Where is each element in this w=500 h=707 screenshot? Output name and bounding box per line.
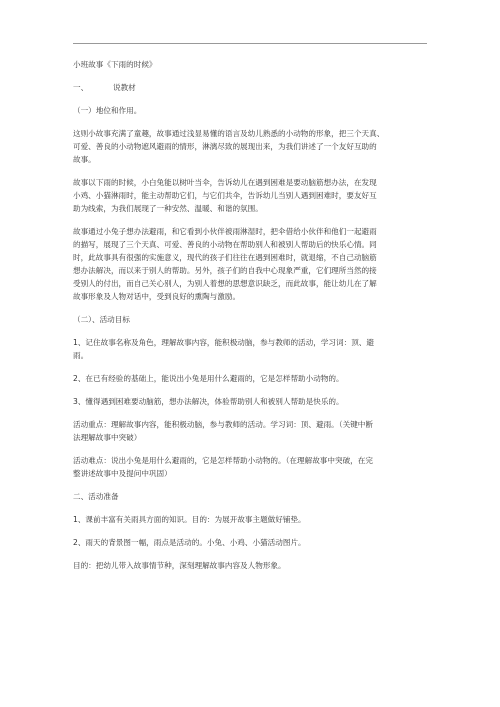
section-heading-preparation: 二、活动准备: [73, 492, 119, 501]
goal-item-1: [73, 336, 431, 362]
paragraph-line: 整讲述故事中及提问中巩固）: [73, 469, 172, 478]
document-title: 小班故事《下雨的时候》: [73, 60, 157, 69]
paragraph-line: 活动重点：理解故事内容，能积极动脑，参与教师的活动。学习词：顶、避雨。（关键中断: [73, 420, 373, 429]
section-heading-teaching-material: [73, 81, 431, 94]
paragraph-line: 故事通过小兔子想办法避雨，和它看到小伙伴被雨淋湿时，把伞借给小伙伴和他们一起避雨: [73, 227, 377, 236]
header-rule: [73, 43, 427, 44]
activity-key-point: [73, 418, 431, 444]
prep-item-2: 2、雨天的背景图一幅，雨点是活动的。小兔、小鸡、小猫活动图片。: [73, 538, 306, 547]
paragraph-intro: [73, 127, 431, 166]
section-label: 说教材: [113, 83, 136, 92]
paragraph-story-thread: [73, 176, 431, 215]
paragraph-line: 想办法解决，而以来于别人的帮助。另外，孩子们的自我中心现象严重，它们理所当然的接: [73, 266, 377, 275]
paragraph-line: 活动难点：说出小兔是用什么避雨的，它是怎样帮助小动物的。（在理解故事中突破，在完: [73, 456, 373, 465]
paragraph-line: 小鸡、小猫淋雨时，能主动帮助它们，与它们共伞，告诉幼儿当别人遇到困难时，要友好互: [73, 191, 377, 200]
paragraph-line: 1、记住故事名称及角色，理解故事内容，能积极动脑，参与教师的活动，学习词：顶、避: [73, 338, 374, 347]
paragraph-line: 时，此故事具有很强的实施意义，现代的孩子们往往在遇到困难时，就退缩，不自己动脑筋: [73, 253, 377, 262]
paragraph-line: 这则小故事充满了童趣，故事通过浅显易懂的语言及幼儿熟悉的小动物的形象，把三个天真、: [73, 129, 385, 138]
section-number: 一、: [73, 83, 89, 92]
goal-item-3: 3、懂得遇到困难要动脑筋，想办法解决，体验帮助别人和被别人帮助是快乐的。: [73, 397, 344, 406]
paragraph-line: 法理解故事中突破）: [73, 433, 142, 442]
subheading-position-role: （一）地位和作用。: [73, 106, 142, 115]
paragraph-line: 故事以下雨的时候，小白兔能以树叶当伞，告诉幼儿在遇到困难是要动脑筋想办法，在发现: [73, 178, 377, 187]
activity-difficulty: [73, 454, 431, 480]
paragraph-line: 可爱、善良的小动物遮风避雨的情形，淋漓尽致的展现出来，为我们讲述了一个友好互助的: [73, 142, 377, 151]
paragraph-line: 故事。: [73, 155, 96, 164]
prep-purpose: 目的：把幼儿带入故事情节种，深刻理解故事内容及人物形象。: [73, 561, 286, 570]
paragraph-line: 助为线索，为我们展现了一种安然、温暖、和谐的氛围。: [73, 204, 263, 213]
prep-item-1: 1、课前丰富有关雨具方面的知识。目的：为展开故事主题做好铺垫。: [73, 515, 306, 524]
document-body: [73, 58, 431, 572]
goal-item-2: 2、在已有经验的基础上，能说出小兔是用什么避雨的，它是怎样帮助小动物的。: [73, 374, 344, 383]
paragraph-significance: [73, 225, 431, 303]
paragraph-line: 的描写，展现了三个天真、可爱、善良的小动物在帮助别人和被别人帮助后的快乐心情。同: [73, 240, 377, 249]
paragraph-line: 受别人的付出，而自己关心别人，为别人着想的思想意识缺乏，而此故事，能让幼儿在了解: [73, 279, 377, 288]
paragraph-line: 雨。: [73, 351, 89, 360]
paragraph-line: 故事形象及人物对话中，受到良好的熏陶与激励。: [73, 292, 241, 301]
subheading-activity-goals: （二）、活动目标: [73, 315, 130, 324]
